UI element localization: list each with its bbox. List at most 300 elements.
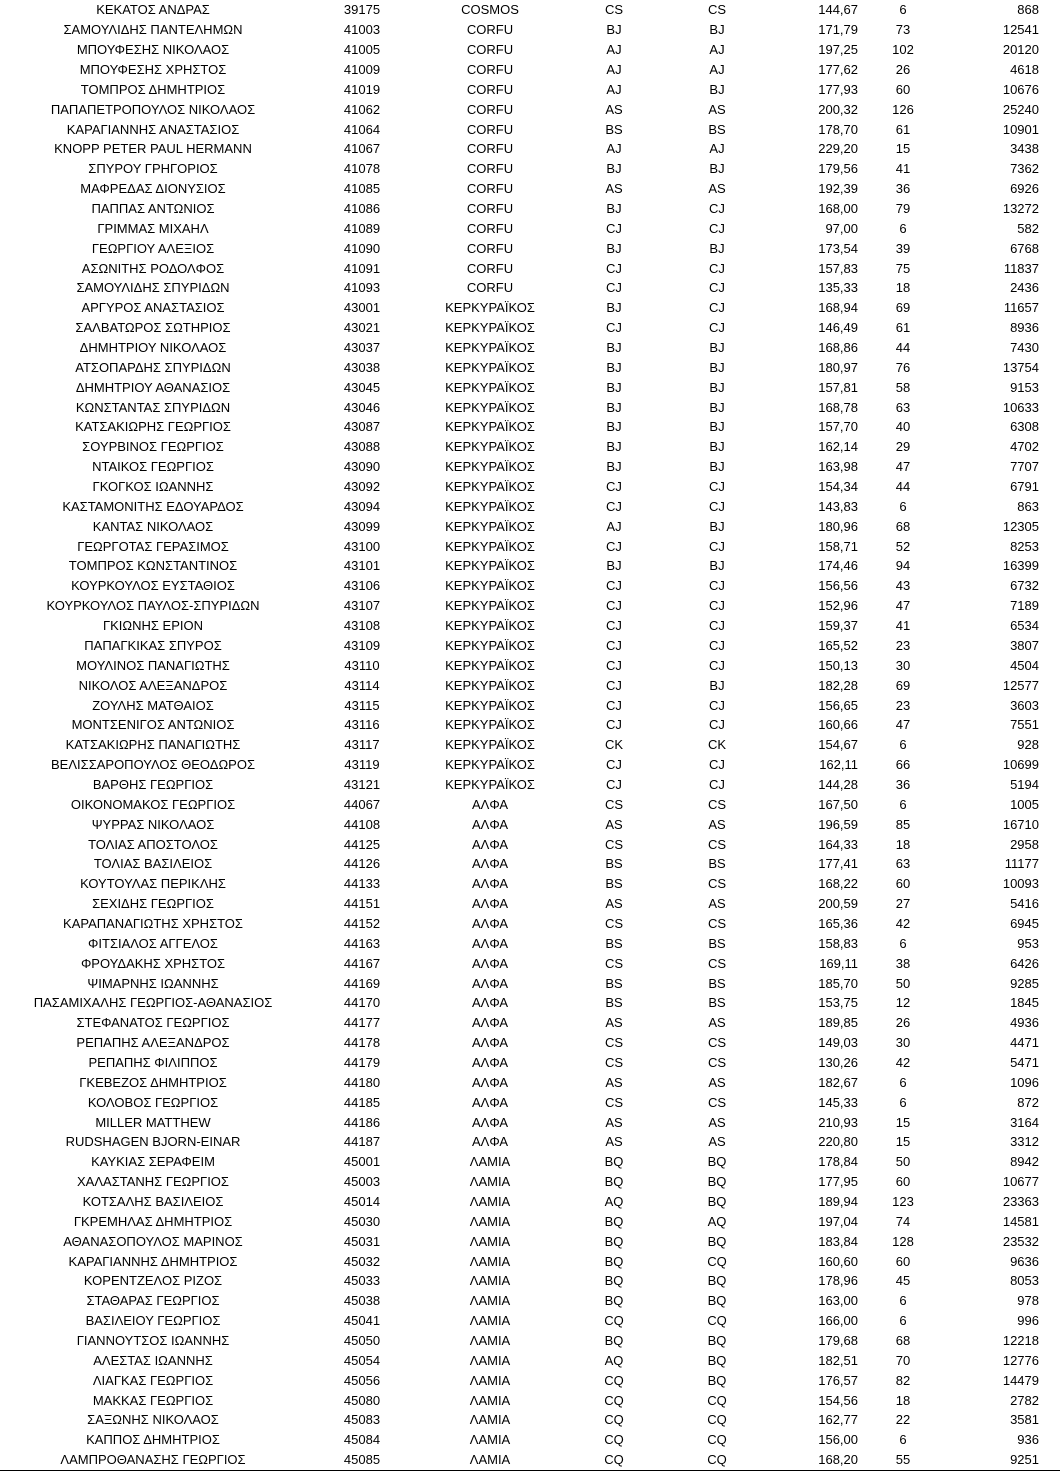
club-name-cell: CORFU <box>466 22 514 38</box>
athlete-id-cell: 43100 <box>343 538 381 554</box>
club-name-cell: ΛΑΜΙΑ <box>469 1174 511 1190</box>
athlete-id-cell: 43094 <box>343 498 381 514</box>
average-value-cell: 157,83 <box>818 260 858 276</box>
table-row <box>0 953 1060 973</box>
table-row <box>0 1370 1060 1390</box>
table-row <box>0 1350 1060 1370</box>
class-initial-cell: BJ <box>606 439 622 455</box>
athlete-name-cell: ΡΕΠΑΠΗΣ ΦΙΛΙΠΠΟΣ <box>88 1054 218 1070</box>
games-count-cell: 15 <box>895 1134 911 1150</box>
athlete-name-cell: ΚΑΥΚΙΑΣ ΣΕΡΑΦΕΙΜ <box>91 1154 215 1170</box>
club-name-cell: CORFU <box>466 240 514 256</box>
games-count-cell: 58 <box>895 379 911 395</box>
class-final-cell: CS <box>707 955 727 971</box>
class-final-cell: CJ <box>709 776 725 792</box>
average-value-cell: 185,70 <box>818 975 858 991</box>
athlete-id-cell: 44185 <box>343 1094 381 1110</box>
games-count-cell: 47 <box>895 598 911 614</box>
class-initial-cell: CS <box>604 836 624 852</box>
class-initial-cell: CJ <box>606 280 622 296</box>
athlete-id-cell: 41067 <box>343 141 381 157</box>
average-value-cell: 144,67 <box>818 2 858 18</box>
total-points-cell: 9153 <box>1010 379 1039 395</box>
total-points-cell: 12577 <box>1002 677 1039 693</box>
class-initial-cell: AJ <box>606 42 622 58</box>
athlete-id-cell: 43099 <box>343 518 381 534</box>
class-final-cell: CQ <box>707 1392 727 1408</box>
athlete-id-cell: 41086 <box>343 201 381 217</box>
games-count-cell: 45 <box>895 1273 911 1289</box>
club-name-cell: ΛΑΜΙΑ <box>469 1293 511 1309</box>
table-row <box>0 715 1060 735</box>
club-name-cell: ΚΕΡΚΥΡΑΪΚΟΣ <box>445 419 535 435</box>
class-initial-cell: CJ <box>606 757 622 773</box>
athlete-id-cell: 45033 <box>343 1273 381 1289</box>
table-row <box>0 894 1060 914</box>
athlete-id-cell: 45030 <box>343 1213 381 1229</box>
total-points-cell: 11837 <box>1003 260 1039 276</box>
games-count-cell: 69 <box>895 300 911 316</box>
average-value-cell: 192,39 <box>818 181 858 197</box>
class-initial-cell: AS <box>605 1114 623 1130</box>
athlete-name-cell: ΓΚΙΩΝΗΣ ΕΡΙΟΝ <box>102 618 204 634</box>
class-initial-cell: BQ <box>604 1253 624 1269</box>
games-count-cell: 41 <box>895 161 911 177</box>
class-final-cell: BJ <box>709 459 725 475</box>
club-name-cell: ΚΕΡΚΥΡΑΪΚΟΣ <box>445 558 535 574</box>
games-count-cell: 61 <box>895 320 911 336</box>
class-final-cell: AJ <box>709 62 725 77</box>
athlete-id-cell: 43109 <box>343 637 381 653</box>
athlete-name-cell: ΓΡΙΜΜΑΣ ΜΙΧΑΗΛ <box>97 220 209 236</box>
table-row <box>0 1072 1060 1092</box>
club-name-cell: ΑΛΦΑ <box>471 856 509 872</box>
athlete-name-cell: RUDSHAGEN BJORN-EINAR <box>65 1134 241 1150</box>
average-value-cell: 152,96 <box>818 598 858 614</box>
athlete-name-cell: ΣΑΜΟΥΛΙΔΗΣ ΣΠΥΡΙΔΩΝ <box>76 280 230 296</box>
athlete-id-cell: 43046 <box>343 399 381 415</box>
average-value-cell: 160,66 <box>818 717 858 733</box>
athlete-name-cell: ΒΑΡΘΗΣ ΓΕΩΡΓΙΟΣ <box>92 776 214 792</box>
average-value-cell: 149,03 <box>818 1035 858 1051</box>
games-count-cell: 75 <box>895 260 911 276</box>
table-row <box>0 914 1060 934</box>
games-count-cell: 52 <box>895 538 911 554</box>
athlete-id-cell: 45031 <box>343 1233 381 1249</box>
athlete-id-cell: 39175 <box>343 2 381 18</box>
average-value-cell: 168,20 <box>768 1450 872 1471</box>
average-value-cell: 178,96 <box>818 1273 858 1289</box>
class-final-cell: CJ <box>709 201 725 217</box>
games-count-cell: 27 <box>895 896 911 912</box>
class-final-cell: BJ <box>709 340 725 356</box>
table-row <box>0 298 1060 318</box>
games-count-cell: 55 <box>872 1450 934 1471</box>
class-final-cell: CS <box>707 876 727 892</box>
athlete-id-cell: 44126 <box>343 856 381 872</box>
class-final-cell: BJ <box>709 81 725 97</box>
games-count-cell: 85 <box>895 816 911 832</box>
games-count-cell: 79 <box>895 201 911 217</box>
total-points-cell: 4471 <box>1010 1035 1039 1051</box>
class-initial-cell: BJ <box>606 22 622 38</box>
class-initial-cell: BS <box>605 121 623 137</box>
athlete-name-cell: ΖΟΥΛΗΣ ΜΑΤΘΑΙΟΣ <box>92 697 214 713</box>
athlete-id-cell: 44187 <box>343 1134 381 1150</box>
class-initial-cell: CJ <box>606 618 622 634</box>
club-name-cell: ΚΕΡΚΥΡΑΪΚΟΣ <box>445 399 535 415</box>
table-row <box>0 1033 1060 1053</box>
athlete-name-cell: ΨΥΡΡΑΣ ΝΙΚΟΛΑΟΣ <box>91 816 215 832</box>
club-name-cell: ΑΛΦΑ <box>471 955 509 971</box>
table-row <box>0 377 1060 397</box>
class-initial-cell: BS <box>605 995 623 1011</box>
table-row <box>0 1231 1060 1251</box>
class-initial-cell: BS <box>605 975 623 991</box>
club-name-cell: ΚΕΡΚΥΡΑΪΚΟΣ <box>445 697 535 713</box>
class-initial-cell: CJ <box>606 677 622 693</box>
class-final-cell: BJ <box>709 379 725 395</box>
total-points-cell: 8253 <box>1010 538 1039 554</box>
total-points-cell: 9636 <box>1010 1253 1039 1269</box>
class-initial-cell: CS <box>604 796 624 812</box>
class-initial-cell: CQ <box>604 1372 624 1388</box>
athlete-id-cell: 43021 <box>343 320 381 336</box>
table-row <box>0 60 1060 80</box>
athlete-name-cell: ΣΑΞΩΝΗΣ ΝΙΚΟΛΑΟΣ <box>87 1412 219 1428</box>
class-final-cell: BQ <box>707 1174 727 1190</box>
athlete-name-cell: ΑΡΓΥΡΟΣ ΑΝΑΣΤΑΣΙΟΣ <box>81 300 225 316</box>
club-name-cell: ΑΛΦΑ <box>471 836 509 852</box>
table-row <box>0 775 1060 795</box>
class-final-cell: CJ <box>709 717 725 733</box>
table-row <box>0 1152 1060 1172</box>
class-initial-cell: CJ <box>606 697 622 713</box>
total-points-cell: 978 <box>1017 1293 1039 1309</box>
total-points-cell: 12305 <box>1002 518 1039 534</box>
class-initial-cell: CQ <box>604 1392 624 1408</box>
average-value-cell: 159,37 <box>818 618 858 634</box>
class-final-cell: AS <box>708 816 726 832</box>
table-row <box>0 179 1060 199</box>
total-points-cell: 11657 <box>1003 300 1039 316</box>
club-name-cell: CORFU <box>466 81 514 97</box>
games-count-cell: 6 <box>899 1432 907 1448</box>
athlete-id-cell: 43090 <box>343 459 381 475</box>
class-initial-cell: CQ <box>604 1432 624 1448</box>
athlete-id-cell: 41003 <box>343 22 381 38</box>
athlete-id-cell: 43038 <box>343 359 381 375</box>
games-count-cell: 76 <box>895 359 911 375</box>
average-value-cell: 154,67 <box>818 737 858 753</box>
athlete-name-cell: ΑΣΩΝΙΤΗΣ ΡΟΔΟΛΦΟΣ <box>81 260 225 276</box>
club-name-cell: COSMOS <box>461 2 519 18</box>
average-value-cell: 182,28 <box>818 677 858 693</box>
athlete-name-cell: ΛΙΑΓΚΑΣ ΓΕΩΡΓΙΟΣ <box>92 1372 214 1388</box>
table-row <box>0 536 1060 556</box>
class-initial-cell: CJ <box>606 538 622 554</box>
average-value-cell: 169,11 <box>819 955 858 971</box>
class-final-cell: CJ <box>709 479 725 495</box>
athlete-id-cell: 43092 <box>343 479 381 495</box>
athlete-id-cell: 43037 <box>343 340 381 356</box>
class-initial-cell: AS <box>605 1015 623 1031</box>
total-points-cell: 5194 <box>1010 776 1039 792</box>
class-initial-cell: AS <box>605 101 623 117</box>
athlete-name-cell: ΚΟΥΤΟΥΛΑΣ ΠΕΡΙΚΛΗΣ <box>80 876 226 892</box>
class-initial-cell: CJ <box>606 578 622 594</box>
athlete-name-cell: ΑΘΑΝΑΣΟΠΟΥΛΟΣ ΜΑΡΙΝΟΣ <box>63 1233 243 1249</box>
class-initial-cell: BQ <box>604 1273 624 1289</box>
average-value-cell: 173,54 <box>818 240 858 256</box>
club-name-cell: CORFU <box>466 121 514 137</box>
class-final-cell: BJ <box>709 240 725 256</box>
games-count-cell: 29 <box>895 439 911 455</box>
table-row <box>0 1410 1060 1430</box>
class-final-cell: CJ <box>709 260 725 276</box>
games-count-cell: 60 <box>895 876 911 892</box>
average-value-cell: 154,56 <box>818 1392 858 1408</box>
games-count-cell: 66 <box>895 757 911 773</box>
total-points-cell: 2436 <box>1010 280 1039 296</box>
class-initial-cell: BQ <box>604 1213 624 1229</box>
total-points-cell: 16399 <box>1002 558 1039 574</box>
average-value-cell: 197,04 <box>818 1213 858 1229</box>
class-final-cell: BJ <box>709 558 725 574</box>
total-points-cell: 7189 <box>1010 598 1039 614</box>
athlete-id-cell: 41091 <box>343 260 381 276</box>
total-points-cell: 8942 <box>1010 1154 1039 1170</box>
club-name-cell: ΚΕΡΚΥΡΑΪΚΟΣ <box>445 459 535 475</box>
games-count-cell: 39 <box>895 240 911 256</box>
class-final-cell: AJ <box>709 42 725 58</box>
athlete-id-cell: 45054 <box>343 1352 381 1368</box>
class-initial-cell: CQ <box>604 1412 624 1428</box>
athlete-name-cell: ΜΠΟΥΦΕΣΗΣ ΝΙΚΟΛΑΟΣ <box>76 42 230 58</box>
games-count-cell: 18 <box>895 280 911 296</box>
table-row <box>0 834 1060 854</box>
club-name-cell: ΑΛΦΑ <box>471 876 509 892</box>
games-count-cell: 68 <box>895 518 911 534</box>
total-points-cell: 5416 <box>1010 896 1039 912</box>
table-row <box>0 655 1060 675</box>
club-name-cell: ΚΕΡΚΥΡΑΪΚΟΣ <box>445 300 535 316</box>
average-value-cell: 162,77 <box>818 1412 858 1428</box>
club-name-cell: CORFU <box>466 101 514 117</box>
total-points-cell: 953 <box>1017 935 1039 951</box>
total-points-cell: 2782 <box>1010 1392 1039 1408</box>
athlete-id-cell: 45050 <box>343 1333 381 1348</box>
club-name-cell: ΚΕΡΚΥΡΑΪΚΟΣ <box>445 677 535 693</box>
average-value-cell: 144,28 <box>818 776 858 792</box>
class-initial-cell: BJ <box>606 340 622 356</box>
athlete-name-cell: ΦΙΤΣΙΑΛΟΣ ΑΓΓΕΛΟΣ <box>88 935 218 951</box>
average-value-cell: 162,14 <box>818 439 858 455</box>
total-points-cell: 4618 <box>1010 62 1039 77</box>
athlete-id-cell: 44180 <box>343 1074 381 1090</box>
athlete-name-cell: ΓΚΕΒΕΖΟΣ ΔΗΜΗΤΡΙΟΣ <box>79 1074 227 1090</box>
table-row <box>0 794 1060 814</box>
average-value-cell: 156,56 <box>818 578 858 594</box>
games-count-cell: 40 <box>895 419 911 435</box>
athlete-id-cell: 43001 <box>343 300 381 316</box>
average-value-cell: 220,80 <box>818 1134 858 1150</box>
games-count-cell: 22 <box>895 1412 911 1428</box>
table-row <box>0 318 1060 338</box>
athlete-id-cell: 44152 <box>343 915 381 931</box>
table-row <box>0 40 1060 60</box>
club-name-cell: ΛΑΜΙΑ <box>469 1253 511 1269</box>
class-final-cell: BS <box>708 856 726 872</box>
games-count-cell: 102 <box>892 42 914 58</box>
games-count-cell: 60 <box>895 1253 911 1269</box>
class-final-cell: BQ <box>707 1372 727 1388</box>
games-count-cell: 6 <box>899 2 907 18</box>
total-points-cell: 14581 <box>1002 1213 1039 1229</box>
club-name-cell: ΑΛΦΑ <box>471 1074 509 1090</box>
games-count-cell: 6 <box>899 220 907 236</box>
athlete-id-cell: 45001 <box>343 1154 381 1170</box>
total-points-cell: 13754 <box>1002 359 1039 375</box>
class-initial-cell: BQ <box>604 1174 624 1190</box>
games-count-cell: 63 <box>895 856 911 872</box>
average-value-cell: 165,52 <box>818 637 858 653</box>
total-points-cell: 928 <box>1017 737 1039 753</box>
club-name-cell: CORFU <box>466 220 514 236</box>
class-final-cell: CJ <box>709 300 725 316</box>
average-value-cell: 177,93 <box>818 81 858 97</box>
table-row <box>0 79 1060 99</box>
class-final-cell: CQ <box>707 1432 727 1448</box>
average-value-cell: 189,94 <box>818 1193 858 1209</box>
total-points-cell: 2958 <box>1010 836 1039 852</box>
athlete-id-cell: 41093 <box>343 280 381 296</box>
athlete-id-cell: 45083 <box>343 1412 381 1428</box>
class-initial-cell: CJ <box>606 320 622 336</box>
class-final-cell: CK <box>707 737 727 753</box>
class-initial-cell: BS <box>605 935 623 951</box>
average-value-cell: 178,70 <box>818 121 858 137</box>
class-initial-cell: AS <box>605 1134 623 1150</box>
athlete-name-cell: ΤΟΜΠΡΟΣ ΚΩΝΣΤΑΝΤΙΝΟΣ <box>68 558 238 574</box>
average-value-cell: 177,95 <box>818 1174 858 1190</box>
club-name-cell: CORFU <box>466 260 514 276</box>
average-value-cell: 168,94 <box>818 300 858 316</box>
athlete-name-cell: MILLER MATTHEW <box>95 1114 211 1130</box>
athlete-name-cell: ΛΑΜΠΡΟΘΑΝΑΣΗΣ ΓΕΩΡΓΙΟΣ <box>0 1450 306 1471</box>
games-count-cell: 30 <box>895 657 911 673</box>
class-initial-cell: BJ <box>606 379 622 395</box>
class-final-cell: BJ <box>709 677 725 693</box>
club-name-cell: ΛΑΜΙΑ <box>469 1392 511 1408</box>
total-points-cell: 5471 <box>1010 1054 1039 1070</box>
club-name-cell: ΛΑΜΙΑ <box>469 1372 511 1388</box>
total-points-cell: 20120 <box>1002 42 1039 58</box>
athlete-name-cell: ΚΑΤΣΑΚΙΩΡΗΣ ΓΕΩΡΓΙΟΣ <box>75 419 231 435</box>
athlete-name-cell: ΜΟΝΤΣΕΝΙΓΟΣ ΑΝΤΩΝΙΟΣ <box>71 717 235 733</box>
athlete-id-cell: 43116 <box>344 717 380 733</box>
table-row <box>0 397 1060 417</box>
average-value-cell: 180,96 <box>818 518 858 534</box>
average-value-cell: 229,20 <box>818 141 858 157</box>
athlete-id-cell: 44151 <box>343 896 381 912</box>
total-points-cell: 8053 <box>1010 1273 1039 1289</box>
class-final-cell: CJ <box>709 618 725 634</box>
club-name-cell: ΚΕΡΚΥΡΑΪΚΟΣ <box>445 598 535 614</box>
average-value-cell: 157,81 <box>818 379 858 395</box>
table-row <box>0 159 1060 179</box>
table-row <box>0 596 1060 616</box>
games-count-cell: 94 <box>895 558 911 574</box>
athlete-id-cell: 44170 <box>343 995 381 1011</box>
club-name-cell: ΑΛΦΑ <box>471 1035 509 1051</box>
average-value-cell: 176,57 <box>818 1372 858 1388</box>
club-name-cell: CORFU <box>466 280 514 296</box>
class-initial-cell: BQ <box>604 1293 624 1309</box>
athlete-name-cell: ΜΑΦΡΕΔΑΣ ΔΙΟΝΥΣΙΟΣ <box>80 181 226 197</box>
games-count-cell: 6 <box>899 1094 907 1110</box>
games-count-cell: 47 <box>895 459 911 475</box>
total-points-cell: 996 <box>1017 1313 1039 1329</box>
total-points-cell: 6926 <box>1010 181 1039 197</box>
club-name-cell: ΛΑΜΙΑ <box>469 1412 511 1428</box>
athlete-id-cell: 45014 <box>343 1193 381 1209</box>
total-points-cell: 582 <box>1017 220 1039 236</box>
athlete-name-cell: ΨΙΜΑΡΝΗΣ ΙΩΑΝΝΗΣ <box>87 975 219 991</box>
total-points-cell: 3603 <box>1010 697 1039 713</box>
class-initial-cell: CJ <box>606 220 622 236</box>
club-name-cell: ΛΑΜΙΑ <box>469 1313 511 1329</box>
class-final-cell: BJ <box>709 161 725 177</box>
athlete-name-cell: ΝΙΚΟΛΟΣ ΑΛΕΞΑΝΔΡΟΣ <box>78 677 228 693</box>
games-count-cell: 36 <box>895 181 911 197</box>
athlete-id-cell: 41089 <box>343 220 381 236</box>
average-value-cell: 163,00 <box>818 1293 858 1309</box>
games-count-cell: 12 <box>895 995 911 1011</box>
class-initial-cell: CJ <box>606 657 622 673</box>
table-row <box>0 1192 1060 1212</box>
total-points-cell: 6945 <box>1010 915 1039 931</box>
table-row <box>0 1132 1060 1152</box>
total-points-cell: 3312 <box>1010 1134 1039 1150</box>
class-final-cell: CJ <box>709 657 725 673</box>
club-name-cell: ΛΑΜΙΑ <box>469 1213 511 1229</box>
athlete-name-cell: ΚΕΚΑΤΟΣ ΑΝΔΡΑΣ <box>96 2 210 18</box>
games-count-cell: 18 <box>895 1392 911 1408</box>
average-value-cell: 157,70 <box>818 419 858 435</box>
club-name-cell: ΚΕΡΚΥΡΑΪΚΟΣ <box>445 578 535 594</box>
class-final-cell: AS <box>708 181 726 197</box>
games-count-cell: 6 <box>899 935 907 951</box>
class-initial-cell: BQ <box>604 1333 624 1348</box>
table-row <box>0 278 1060 298</box>
class-initial-cell: CJ <box>606 598 622 614</box>
games-count-cell: 30 <box>895 1035 911 1051</box>
club-name-cell: CORFU <box>466 181 514 197</box>
athlete-id-cell: 43045 <box>343 379 381 395</box>
average-value-cell: 166,00 <box>818 1313 858 1329</box>
average-value-cell: 174,46 <box>818 558 858 574</box>
games-count-cell: 42 <box>895 915 911 931</box>
athlete-id-cell: 45041 <box>343 1313 381 1329</box>
class-final-cell: CS <box>707 1035 727 1051</box>
athlete-id-cell: 43117 <box>344 737 380 753</box>
class-initial-cell: BQ <box>604 1154 624 1170</box>
club-name-cell: ΑΛΦΑ <box>471 1094 509 1110</box>
athlete-id-cell: 43121 <box>343 776 381 792</box>
athlete-id-cell: 45084 <box>343 1432 381 1448</box>
average-value-cell: 164,33 <box>818 836 858 852</box>
